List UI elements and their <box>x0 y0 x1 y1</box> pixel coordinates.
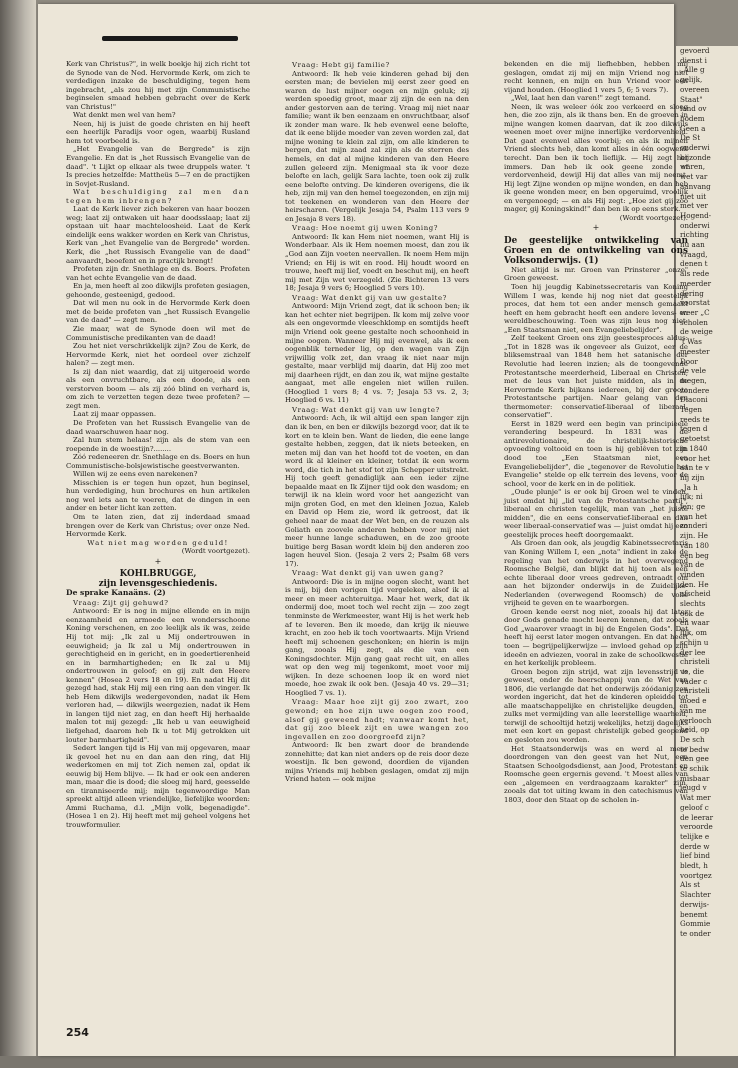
edge-line: zondere <box>680 385 710 395</box>
question: Vraag: Wat denkt gij van uw lengte? <box>292 405 440 414</box>
edge-line: meerder <box>680 278 712 288</box>
edge-line: hij zijn <box>680 472 705 482</box>
edge-line: denen t <box>680 259 708 269</box>
edge-line: de leerar <box>680 812 714 822</box>
scan-edge <box>0 0 36 1068</box>
paragraph: Laat de Kerk liever zich bekeren van haar boozen weg; laat zij ontwaken uit haar doodsslaap; laat zij opstaan uit haar machteloosheid. Laat de Kerk eindelijk eens wakker worden en Kerk van Christus, Kerk van „het Evangelie van de Bergrede" worden. Kerk, die „het Russisch Evangelie van de daad" aanvaardt, beoefent en in practijk brengt! <box>66 205 250 265</box>
edge-line: lijk; ni <box>680 492 703 502</box>
paragraph: Antwoord: Er is nog in mijne ellende en in mijn eenzaamheid en armoede een wondersschoone Koning verschenen, en zoo leelijk als ik was, zeide Hij tot mij: „Ik zal u Mij ondertrouwen in eeuwigheid; ja Ik zal u Mij ondertrouwen in gerechtigheid en in gericht, en in goedertierenheid en in barmhartigheden; en Ik zal u Mij ondertrouwen in geloof; en gij zult den Heere kennen" (Hosea 2 vers 18 en 19). En nadat Hij dit gezegd had, stak Hij mij een ring aan den vinger. Ik heb Hem dikwijls wedergevonden, nadat ik Hem verloren had, — dikwijls weergezien, nadat ik Hem in langen tijd niet zag, en dan heeft Hij herhaalde malen tot mij gezegd: „Ik heb u van eeuwigheid liefgehad, daarom heb Ik u tot Mij getrokken uit louter barmhartigheid". <box>66 607 250 744</box>
paragraph: „Oude plunje" is er ook bij Groen wel te vinden, juist omdat hij „lid van de Protestantsche partij", liberaal en christen tegelijk, man van „het juiste midden", die en eens conservatief-liberaal en dan weer liberaal-conservatief was — juist omdat hij een geestelijk proces heeft doorgemaakt. <box>504 488 688 539</box>
column-2 <box>285 60 469 784</box>
edge-line: voor het <box>680 453 711 463</box>
edge-line: voorstat <box>680 298 710 308</box>
paragraph: Wat niet mag worden geduld! <box>87 538 229 547</box>
article-title: De geestelijke ontwikkeling van Groen en de ontwikkeling van ons Volksonderwijs. (1) <box>504 235 688 266</box>
paragraph: Om te laten zien, dat zij inderdaad smaad brengen over de Kerk van Christus; over onze Ned. Hervormde Kerk. <box>66 512 250 539</box>
edge-line: Tegen <box>680 405 702 415</box>
edge-line: reeds te <box>680 414 710 424</box>
edge-line: derde w <box>680 841 710 851</box>
edge-line: bijzonde <box>680 152 711 162</box>
section-divider: + <box>592 223 600 233</box>
edge-line: ook de <box>680 608 705 618</box>
edge-line: zonderi <box>680 521 708 531</box>
section-divider: + <box>154 556 162 566</box>
edge-line: scholen <box>680 317 708 327</box>
edge-line: gelijk, <box>680 75 703 85</box>
edge-line: „Alle g <box>680 65 705 75</box>
page-number: 254 <box>66 1026 89 1039</box>
paragraph: Zou het niet verschrikkelijk zijn? Zou de Kerk, de Hervormde Kerk, niet het oordeel over zichzelf halen? — zegt men. <box>66 342 250 368</box>
edge-line: waren, <box>680 162 706 172</box>
article-subtitle: zijn levensgeschiedenis. <box>98 579 218 590</box>
edge-line: lijk, om <box>680 628 707 638</box>
paragraph: Dat wil men nu ook in de Hervormde Kerk doen met de beide profeten van „het Russisch Evangelie van de daad" — zegt men. <box>66 299 250 325</box>
paragraph: Antwoord: Ik kan Hem niet noemen, want Hij is Wonderbaar. Als ik Hem noemen moest, dan zou ik „God aan Zijn voeten neervallen. Ik noem Hem mijn Vriend; en Hij is wit en rood. Hij houdt woord en trouwe, heeft mij lief, voedt en beschut mij, en heeft mij met Zijn wet verzegeld. (Zie Richteren 13 vers 18; Jesaja 9 vers 6; Hooglied 5 vers 10). <box>285 232 469 293</box>
edge-line: dienst i <box>680 55 707 65</box>
edge-line: telijke e <box>680 831 710 841</box>
edge-line: de vele <box>680 366 707 376</box>
edge-line: Staat" <box>680 94 703 104</box>
edge-line: vinden <box>680 569 705 579</box>
edge-line: onderwi <box>680 143 710 153</box>
edge-line: verlooch <box>680 715 712 725</box>
edge-line: land ov <box>680 104 707 114</box>
paragraph: Zelf teekent Groen ons zijn geestesproces aldus: „Tot in 1828 was ik ongeveer als Guizot, eer de bliksemstraal van 1848 hem het satanische der Revolutie had leeren inzien; als de toongevende Protestantsche meerderheid, Liberaal en Christen, met de leus van het juiste midden, als in de Hervormde Kerk bijkans iedereen, bij der groote Protestantsche partijen. Naar gelang van den thermometer: conservatief-liberaal of liberaal-conservatief". <box>504 334 688 420</box>
article-title: KOHLBRUGGE, <box>119 569 197 580</box>
edge-line: meester <box>680 346 710 356</box>
paragraph: Antwoord: Ach, ik wil altijd een span langer zijn dan ik ben, en ben er dikwijls bezorgd voor, dat ik te kort en te klein ben. Want de lieden, die eene lange gestalte hebben, zeggen, dat ik niets beteeken, en meten mij dan van het hoofd tot de voeten, en dan word ik al kleiner en kleiner, totdat ik een worm word, die tich in het stof tot zijn Schepper uitstrekt. Hij toch geeft genadiglijk aan een ieder zijne bepaalde maat en Ik Zijner tijd ook den wasdom; en terwijl ik na klein word voor het aangezicht van mijn groten God, en met den kleinen Jozua, Kaleb en David op Hem zie, word ik getroost, dat ik geheel naar de maat der Wet ben, en de reuzen als Goliath en zoovele anderen hebben voor mij niet meer hunne lange schaduwen, en de zoo groote buitige berg Basan wordt klein bij den anderen zoo lagen heuvel Sion. (Jesaja 2 vers 2; Psalm 68 vers 17). <box>285 414 469 568</box>
paragraph: Is zij dan niet waardig, dat zij uitgeroeid worde als een onvruchtbare, als een doode, als een verstorven boom — als zij zóó blind en verhard is, om zich te verzetten tegen deze twee profeten? — zegt men. <box>66 367 250 410</box>
paragraph: Zie maar, wat de Synode doen wil met de Communistische predikanten van de daad! <box>66 324 250 342</box>
edge-line: 't Was <box>680 337 702 347</box>
edge-line: misbaar <box>680 773 710 783</box>
paragraph: Zóó redeneeren dr. Snethlage en ds. Boers en hun Communistische-bolsjewistische geestverwanten. <box>66 453 250 470</box>
paragraph: Antwoord: Die is in mijne oogen slecht, want het is mij, bij den vorigen tijd vergeleken, alsof ik al meer en meer achteruitga. Maar het werk, dat ik ondermij doe, moet toch wel recht zijn — zoo zegt tenminste de Werkmeester, want Hij is het werk heb af te leveren. Ben ik moede, dan krijg ik nieuwe kracht, en zoo heb ik toch voortwaarts. Mijn Vriend heeft mij schoenen geschonken; en hierin is mijn gang, zooals Hij zegt, als die van een Koningsdochter. Mijn gang gaat recht uit, en alles wat op den weg mij tegenkomt, moet voor mij wijken. In deze schoenen loop ik en word niet moede, hoe zwak ik ook ben. (Jesaja 40 vs. 29—31; Hooglied 7 vs. 1). <box>285 577 469 697</box>
edge-line: veroorde <box>680 822 713 832</box>
paragraph: Antwoord: Mijn Vriend zegt, dat ik schoon ben; ik kan het echter niet begrijpen. Ik kom mij zelve voor als een ongevormde vleeschklomp en somtijds heeft mijn Vriend ook geene gestalte noch schoonheid in mijne oogen. Wanneer Hij mij evenwel, als ik een oogenblik terneder lig, op den wagen van Zijn vrijwillig volk zet, dan vraag ik niet naar mijn gestalte, maar verblijd mij daarin, dat Hij zoo met mij daarheen rijdt, en dan zou ik, wat mijne gestalte aangaat, met alle engelen niet willen ruilen. (Hooglied 1 vers 8; 4 vs. 7; Jesaja 53 vs. 2, 3; Hooglied 6 vs. 11) <box>285 302 469 405</box>
paragraph: „Het Evangelie van de Bergrede" is zijn Evangelie. En dat is „het Russisch Evangelie van de daad". 't Lijkt op elkaar als twee druppels water. 't Is precies hetzelfde: Mattheüs 5—7 en de practijken in Sovjet-Rusland. <box>66 145 250 188</box>
question: Vraag: Wat denkt gij van uw gestalte? <box>292 293 447 302</box>
paragraph: Antwoord: Ik ben zwart door de brandende zonnehitte; dat kan niet anders op de reis door deze woestijn. Ik ben gewond, doordien de vijanden mijns Vriends mij hebben geslagen, omdat zij mijn Vriend haten — ook mijne <box>285 741 469 784</box>
paragraph: Toen hij jeugdig Kabinetssecretaris van Koning Willem I was, kende hij nog niet dat geestelijk proces, dat hem tot een ander mensch gemaakt heeft en hem gebracht heeft een andere levens- en wereldbeschouwing. Toen was zijn leus nog niet: „Een Staatsman niet, een Evangeliebelijder". <box>504 283 688 334</box>
question: Vraag: Hoe noemt gij uwen Koning? <box>292 224 439 233</box>
edge-line: slechts <box>680 599 706 609</box>
paragraph: Niet altijd is mr. Groen van Prinsterer „onze" Groen geweest. <box>504 265 688 283</box>
edge-line: geloof c <box>680 802 709 812</box>
edge-line: Diaconi <box>680 395 708 405</box>
edge-line: christeli <box>680 657 710 667</box>
paragraph: Groen kende eerst nog niet, zooals hij dat later door Gods genade mocht leeren kennen, dat zooals God „waarover vraagt in bij de Engelen Gods". Dat heeft hij eerst later mogen ontvangen. En dat heeft toen — begrijpelijkerwijze — invloed gehad op zijn ideeën en adviezen, vooral in zake de schoolkwestie en het kerkelijk probleem. <box>504 607 688 668</box>
edge-line: een beg <box>680 550 709 560</box>
edge-line: „Ja h <box>680 482 698 492</box>
edge-line: heid, op <box>680 725 710 735</box>
edge-line: Slachter <box>680 890 711 900</box>
paragraph: Antwoord: Ik heb veie kinderen gehad bij den eersten man; de bevielen mij eerst zeer goed en waren de lust mijner oogen en mijn geluk; zij werden spoedig groot, maar zij zijn de een na den ander gestorven aan de tering. Vraag mij niet naar familie; want ik ben eenzaam en onvruchtbaar, alsof ik zonder man ware. Ik heb evenwel eene belofte, dat ik eene blijde moeder van zeven worden zal, dat mijne woning te klein zal zijn, om alle kinderen te bergen, dat mijn zaad zal zijn als de sterren des hemels, en dat al mijne kinderen van den Heere zullen geleerd zijn. Menigmaal sta ik voor deze belofte en lach, gelijk Sara lachte, toen ook zij zulk eene belofte ontving. De kinderen overigens, die ik heb, zijn mij van den hemel toegezonden, en zijn mij tot teekenen en wonderen van den Heere der heirscharen. (Vergelijk Jesaja 54, Psalm 113 vers 9 en Jesaja 8 vers 18). <box>285 69 469 223</box>
paragraph: Sedert langen tijd is Hij van mij opgevaren, maar ik gevoel het nu en dan aan den ring, dat Hij wederkomen en mij tot Zich nemen zal, opdat ik eeuwig bij Hem blijve. — Ik had er ook een anderen man, maar die is dood; die sloeg mij hard, geesselde en tiranniseerde mij; mijn tegenwoordige Man spreekt altijd alleen vriendelijke, liefelijke woorden: Ammi Ruchama, d.l. „Mijn volk, begenadigde". (Hosea 1 en 2). Hij heeft met mij geheel volgens het trouwformulier. <box>66 744 250 830</box>
edge-line: jeugd v <box>680 783 707 793</box>
edge-line: te schik <box>680 764 709 774</box>
edge-line: overeen <box>680 84 710 94</box>
edge-line: megen, <box>680 375 707 385</box>
edge-line: als rede <box>680 269 710 279</box>
edge-line: Geen a <box>680 123 706 133</box>
edge-line: Hogend- <box>680 210 712 220</box>
edge-line: den. He <box>680 579 709 589</box>
paragraph: Zal hun stem helaas! zijn als de stem van een roepende in de woestijn?........ <box>66 436 250 453</box>
edge-line: getoetst <box>680 434 710 444</box>
paragraph: Laat zij maar oppassen. <box>73 410 157 419</box>
edge-line: De St <box>680 133 701 143</box>
edge-line: in 1840 <box>680 443 708 453</box>
paragraph: Als Groen dan ook, als jeugdig Kabinetssecretaris van Koning Willem I, een „nota" indient in zake de regeling van het onderwijs in het overwegend Roomsche België, dan blijkt dat hij toen als een echte liberaal door vrees gedreven, ontraadt om aan het bijzonder onderwijs in de Zuidelijke-Nederlanden (overwegend Roomsch) de volle vrijheid te geven en te waarborgen. <box>504 539 688 608</box>
edge-line: wet var <box>680 172 708 182</box>
edge-line: Gommie <box>680 919 711 929</box>
edge-line: der lee <box>680 647 706 657</box>
edge-line: bledt, h <box>680 861 708 871</box>
edge-line: te bedw <box>680 744 710 754</box>
edge-line: dering <box>680 288 704 298</box>
question: Vraag: Zijt gij gehuwd? <box>73 598 169 607</box>
paragraph: Eerst in 1829 werd een begin van principieele verandering bespeurd. In 1831 was de antirevolutionaire, de christelijk-historische opvoeding voltooid en toen is hij geblêven tot zijn dood toe „Een Staatsman niet, een Evangeliebelijder", die „tegenover de Revolutie het Evangelie" stelde op elk terrein des levens, voor de school, voor de kerk en in de politiek. <box>504 419 688 488</box>
edge-line: onderwi <box>680 220 710 230</box>
paragraph: Groen begon zijn strijd, wat zijn levensstrijd is geweest, onder de heerschappij van de Wet van 1806, die verlangde dat het onderwijs zóódanig zou worden ingericht, dat het de kinderen opleidde tot alle maatschappelijke en christelijke deugden, en zulks met vermijding van alle leerstellige waarheid, terwijl de schooltijd hetzij wekelijks, hetzij dagelijks met een kort en gepast christelijk gebed geopend en gesloten zou worden. <box>504 667 688 745</box>
binding-mark <box>102 36 238 41</box>
edge-line: van 180 <box>680 540 709 550</box>
edge-line: met ver <box>680 201 708 211</box>
edge-line: niet uit <box>680 191 707 201</box>
paragraph: De Profeten van het Russisch Evangelie van de daad waarschuwen haar nog. <box>66 418 250 436</box>
edge-line: aan te v <box>680 463 709 473</box>
edge-line: zijn. He <box>680 531 709 541</box>
paragraph: bekenden en die mij liefhebben, hebben mij geslagen, omdat zij mij en mijn Vriend nog niet recht kennen, en mijn en hun Vriend voor een vijand houden. (Hooglied 1 vers 5, 6; 5 vers 7). <box>504 60 688 94</box>
question: Vraag: Wat denkt gij van uwen gang? <box>292 569 444 578</box>
edge-line: weer „C <box>680 307 710 317</box>
edge-line: den gee <box>680 754 709 764</box>
edge-line: voortgez <box>680 870 712 880</box>
edge-line: aanvang <box>680 181 711 191</box>
edge-line: moed e <box>680 696 707 706</box>
edge-line: christeli <box>680 686 710 696</box>
edge-line: ve, die <box>680 667 705 676</box>
edge-line: en waar <box>680 618 710 628</box>
edge-line: benemt <box>680 909 708 919</box>
continued-note: (Wordt voortgezet). <box>619 213 688 222</box>
edge-line: te onder <box>680 928 711 938</box>
edge-line: lief bind <box>680 851 710 861</box>
scan-bottom <box>0 1056 738 1068</box>
edge-line: van me <box>680 705 707 715</box>
edge-line: van het <box>680 511 708 521</box>
edge-line: vraagd, <box>680 249 708 259</box>
edge-line: nu aan <box>680 240 705 250</box>
paragraph: Willen wij ze eens even narekenen? <box>73 470 198 479</box>
paragraph: Neen, ik was weleer óók zoo verkeerd en sloeg hen, die zoo zijn, als ik thans ben. En de groeven in mijne wangen komen daarvan, dat ik zoo dikwijls weenen moet over mijne innerlijke verdorvenheid. Dat gaat evenwel alles voorbij; en als ik mijnen Vriend slechts heb, dan komt alles in één oogwenk terecht. Dan ben ik toch lieflijk. — Hij zegt het immers. Dan heb ik ook geene zonde of verdorvenheid, dewijl Hij dat alles van mij neemt. Hij legt Zijne wonden op mijne wonden, en dan heb ik geene wonden meer, en ben opgeruimd, vroolijk en vergenoegd; — en als Hij zegt: „Hoe ziet gij zoo mager, gij Koningskind!" dan ben ik op eens sterk. <box>504 102 688 214</box>
edge-line: Wat mer <box>680 793 711 803</box>
edge-line: Vader c <box>680 676 708 686</box>
edge-line: Door <box>680 356 698 366</box>
paragraph: Profeten zijn dr. Snethlage en ds. Boers. Profeten van het echte Evangelie van de daad. <box>66 265 250 282</box>
paragraph: Neen, hij is juist de goede christen en hij heeft een heerlijk Paradijs voor ogen, waarbij Rusland hem tot voorbeeld is. <box>66 119 250 145</box>
edge-line: De sch <box>680 734 705 744</box>
paragraph: Kerk van Christus?", in welk boekje hij zich richt tot de Synode van de Ned. Hervormde Kerk, om zich te verdedigen inzake de beschuldiging, tegen hem ingebracht, „als zou hij met zijn Communistische beginselen smaad hebben gebracht over de Kerk van Christus!" <box>66 60 250 111</box>
column-1 <box>66 60 250 830</box>
edge-line: de weige <box>680 327 713 337</box>
edge-line: afscheid <box>680 589 711 599</box>
paragraph: Het Staatsonderwijs was en werd al meer doordrongen van den geest van het Nut, een Staatsen Schoolgodsdienst, aan Jood, Protestant en Roomsche geen ergernis gevend. 't Moest alles van een „algemeen en verdraagzaam karakter" zijn, zooals dat tot uiting kwam in den catechismus van 1803, door den Staat op de scholen in- <box>504 744 688 804</box>
edge-line: schijn u <box>680 637 709 647</box>
edge-line: bodem <box>680 113 705 123</box>
edge-line: fen; ge <box>680 502 706 512</box>
paragraph: „Wel, laat hen dan varen!" zegt temand. <box>511 94 651 103</box>
paragraph: Wat denkt men wel van hem? <box>73 111 176 120</box>
continued-note: (Wordt voortgezet). <box>181 547 250 556</box>
edge-line: Als st <box>680 880 701 890</box>
paragraph: En ja, men heeft al zoo dikwijls profeten gesiagen, gehoonde, gesteenigd, gedood. <box>66 282 250 299</box>
edge-line: tegen d <box>680 424 708 434</box>
edge-line: gevoerd <box>680 46 710 55</box>
edge-line: derwijs- <box>680 899 710 909</box>
column-3 <box>504 60 688 804</box>
section-heading: De sprake Kanaäns. (2) <box>66 588 166 598</box>
edge-line: van de <box>680 560 705 570</box>
paragraph: Misschien is er tegen hun opzet, hun beginsel, hun verdediging, hun brochures en hun artikelen nog wel iets aan te voeren, dat de dingen in een ander en beter licht kan zetten. <box>66 478 250 513</box>
question: Vraag: Hebt gij familie? <box>292 61 390 69</box>
paragraph: Wat beschuldiging zal men dan tegen hem inbrengen? <box>66 188 250 205</box>
question: Vraag: Maar hoe zijt gij zoo zwart, zoo gewond; en hoe zijn uwe oogen zoo rood, alsof gij geweend hadt; vanwaar komt het, dat gij zoo bleek zijt en uwe wangen zoo ingevallen en zoo doorgroefd zijn? <box>285 698 469 741</box>
edge-line: richting <box>680 230 709 240</box>
